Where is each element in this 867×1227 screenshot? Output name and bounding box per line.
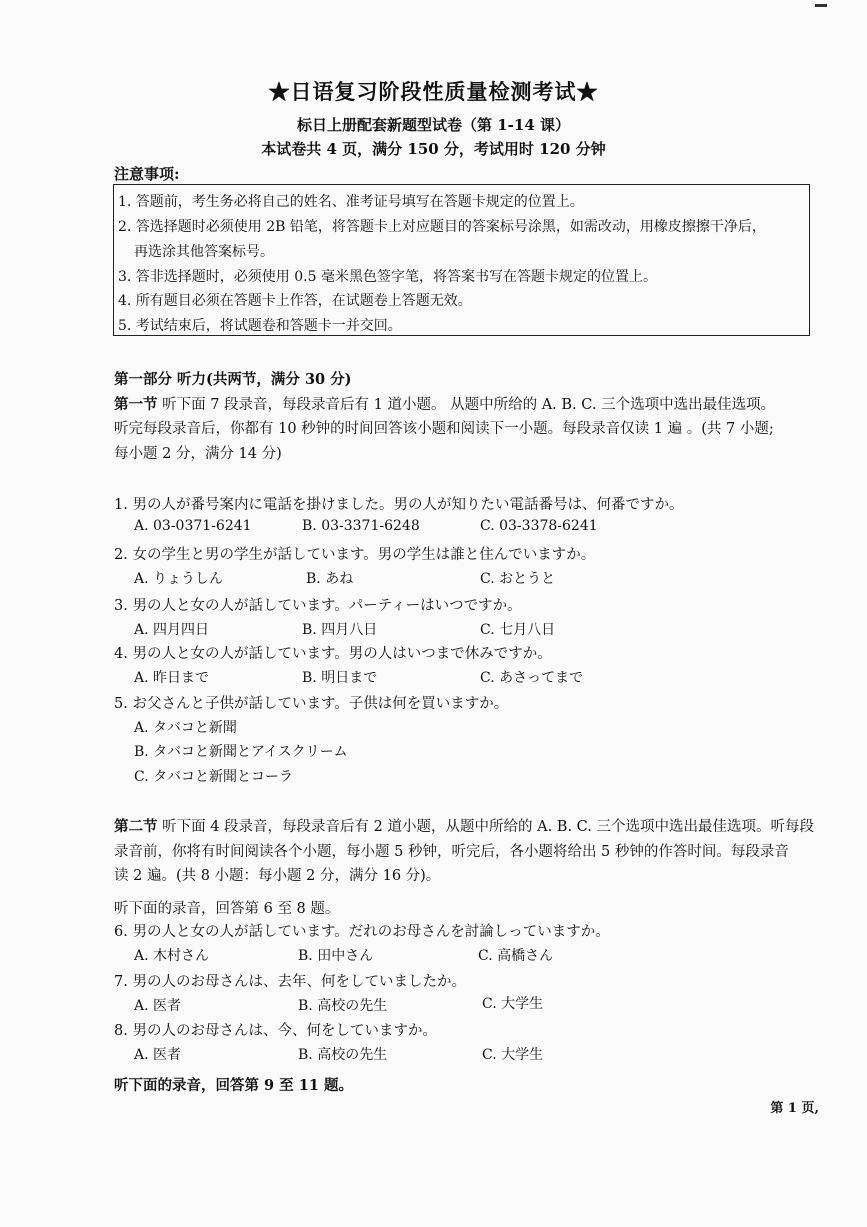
note-item: 4. 所有题目必须在答题卡上作答，在试题卷上答题无效。 <box>118 293 472 309</box>
q1-option-b: B. 03-3371-6248 <box>302 518 420 534</box>
notes-box <box>113 184 810 336</box>
notes-heading: 注意事项: <box>114 165 180 183</box>
q4-option-c: C. あさってまで <box>480 670 584 686</box>
q1-option-a: A. 03-0371-6241 <box>134 518 252 534</box>
question-4: 4. 男の人と女の人が話しています。男の人はいつまで休みですか。 <box>114 646 552 662</box>
q3-option-a: A. 四月四日 <box>134 622 210 638</box>
page-title: ★日语复习阶段性质量检测考试★ <box>268 79 599 104</box>
q5-option-c: C. タバコと新聞とコーラ <box>134 769 293 785</box>
section2-line3: 读 2 遍。(共 8 小题：每小题 2 分，满分 16 分)。 <box>114 868 441 884</box>
page-number: 第 1 页, <box>770 1101 819 1116</box>
note-item: 再选涂其他答案标号。 <box>134 244 274 260</box>
question-7: 7. 男の人のお母さんは、去年、何をしていましたか。 <box>114 974 466 990</box>
listen-instruction-2: 听下面的录音，回答第 9 至 11 题。 <box>114 1077 353 1094</box>
section2-line1: 第二节 听下面 4 段录音，每段录音后有 2 道小题，从题中所给的 A. B. C. 三个选项中选出最佳选项。听每段 <box>114 818 814 835</box>
q7-option-a: A. 医者 <box>134 998 182 1014</box>
question-3: 3. 男の人と女の人が話しています。パーティーはいつですか。 <box>114 598 522 614</box>
q3-option-b: B. 四月八日 <box>302 622 378 638</box>
q8-option-c: C. 大学生 <box>482 1047 544 1063</box>
q4-option-a: A. 昨日まで <box>134 670 210 686</box>
note-item: 2. 答选择题时必须使用 2B 铅笔，将答题卡上对应题目的答案标号涂黑，如需改动，用橡皮擦擦干净后， <box>118 219 766 235</box>
section2-line2: 录音前，你将有时间阅读各个小题，每小题 5 秒钟，听完后，各小题将给出 5 秒钟的作答时间。每段录音 <box>114 844 789 860</box>
listen-instruction-1: 听下面的录音，回答第 6 至 8 题。 <box>114 901 340 917</box>
q2-option-c: C. おとうと <box>480 571 556 587</box>
question-5: 5. お父さんと子供が話しています。子供は何を買いますか。 <box>114 696 509 712</box>
section1-line3: 每小题 2 分，满分 14 分) <box>114 446 282 462</box>
page-subtitle: 标日上册配套新题型试卷（第 1-14 课） <box>297 116 570 134</box>
q4-option-b: B. 明日まで <box>302 670 378 686</box>
note-item: 1. 答题前，考生务必将自己的姓名、准考证号填写在答题卡规定的位置上。 <box>118 194 584 210</box>
q8-option-b: B. 高校の先生 <box>298 1047 388 1063</box>
question-1: 1. 男の人が番号案内に電話を掛けました。男の人が知りたい電話番号は、何番ですか。 <box>114 497 684 513</box>
q6-option-b: B. 田中さん <box>298 948 374 964</box>
q2-option-b: B. あね <box>306 571 354 587</box>
section1-line2: 听完每段录音后，你都有 10 秒钟的时间回答该小题和阅读下一小题。每段录音仅读 1 遍 。(共 7 小题; <box>114 421 774 437</box>
section1-line1: 第一节 听下面 7 段录音，每段录音后有 1 道小题。 从题中所给的 A. B. C. 三个选项中选出最佳选项。 <box>114 396 776 413</box>
q6-option-c: C. 高橋さん <box>478 948 554 964</box>
q3-option-c: C. 七月八日 <box>480 622 556 638</box>
section1-label: 第一节 <box>114 396 158 413</box>
note-item: 3. 答非选择题时，必须使用 0.5 毫米黑色签字笔，将答案书写在答题卡规定的位置上。 <box>118 269 657 285</box>
exam-info: 本试卷共 4 页，满分 150 分，考试用时 120 分钟 <box>261 140 606 158</box>
q5-option-b: B. タバコと新聞とアイスクリーム <box>134 744 348 760</box>
q1-option-c: C. 03-3378-6241 <box>480 518 598 534</box>
question-6: 6. 男の人と女の人が話しています。だれのお母さんを討論しっていますか。 <box>114 924 610 940</box>
question-8: 8. 男の人のお母さんは、今、何をしていますか。 <box>114 1023 437 1039</box>
q7-option-b: B. 高校の先生 <box>298 998 388 1014</box>
q8-option-a: A. 医者 <box>134 1047 182 1063</box>
scan-mark <box>815 4 827 7</box>
q2-option-a: A. りょうしん <box>134 571 224 587</box>
question-2: 2. 女の学生と男の学生が話しています。男の学生は誰と住んでいますか。 <box>114 547 596 563</box>
section2-label: 第二节 <box>114 818 158 835</box>
q6-option-a: A. 木村さん <box>134 948 210 964</box>
note-item: 5. 考试结束后，将试题卷和答题卡一并交回。 <box>118 318 402 334</box>
q7-option-c: C. 大学生 <box>482 996 544 1012</box>
part1-heading: 第一部分 听力(共两节，满分 30 分) <box>114 371 352 388</box>
q5-option-a: A. タバコと新聞 <box>134 720 237 736</box>
